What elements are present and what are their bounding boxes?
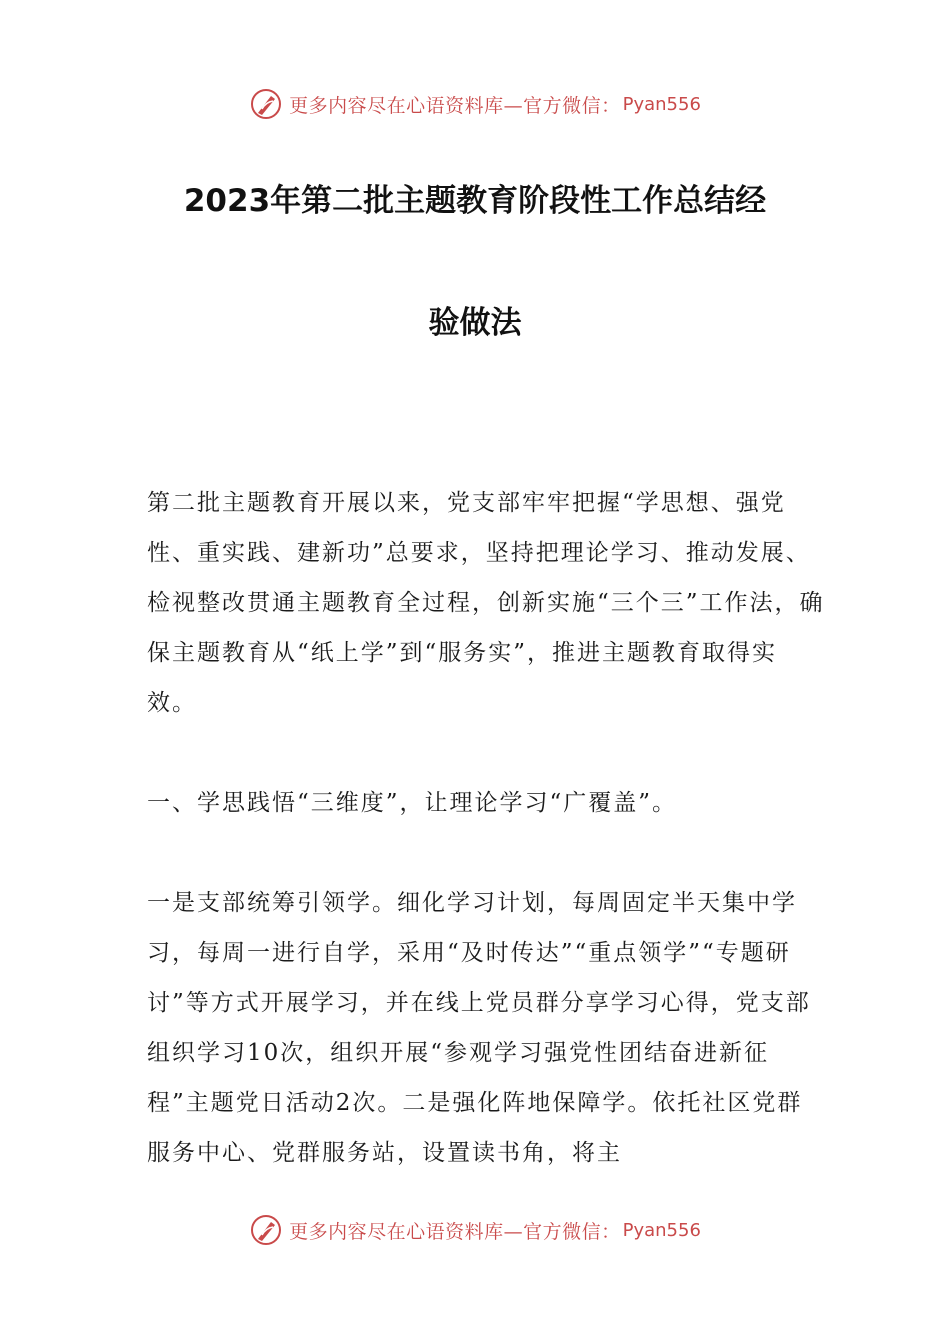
paragraph-intro: 第二批主题教育开展以来，党支部牢牢把握“学思想、强党性、重实践、建新功”总要求，坚持把理论学习、推动发展、检视整改贯通主题教育全过程，创新实施“三个三”工作法，确保主题教育从“纸上学”到“服务实”，推进主题教育取得实效。 [147,490,825,716]
document-body [147,478,827,1178]
watermark-text: 更多内容尽在心语资料库—官方微信： [289,94,621,117]
paragraph-body: 一是支部统筹引领学。细化学习计划，每周固定半天集中学习，每周一进行自学，采用“及时传达”“重点领学”“专题研讨”等方式开展学习，并在线上党员群分享学习心得，党支部组织学习10次，组织开展“参观学习强党性团结奋进新征程”主题党日活动2次。二是强化阵地保障学。依托社区党群服务中心、党群服务站，设置读书角，将主 [147,890,811,1166]
paragraph-section-heading: 一、学思践悟“三维度”，让理论学习“广覆盖”。 [147,790,678,816]
watermark-footer [0,1210,950,1250]
watermark-wechat-id: Pyan556 [622,1219,701,1241]
watermark-header [0,84,950,124]
pen-nib-logo-icon [249,1213,283,1247]
document-title-line1: 2023年第二批主题教育阶段性工作总结经 [183,183,767,219]
pen-nib-logo-icon [249,87,283,121]
watermark-wechat-id: Pyan556 [622,93,701,115]
watermark-text: 更多内容尽在心语资料库—官方微信： [289,1220,621,1243]
document-title-line2: 验做法 [428,305,522,341]
